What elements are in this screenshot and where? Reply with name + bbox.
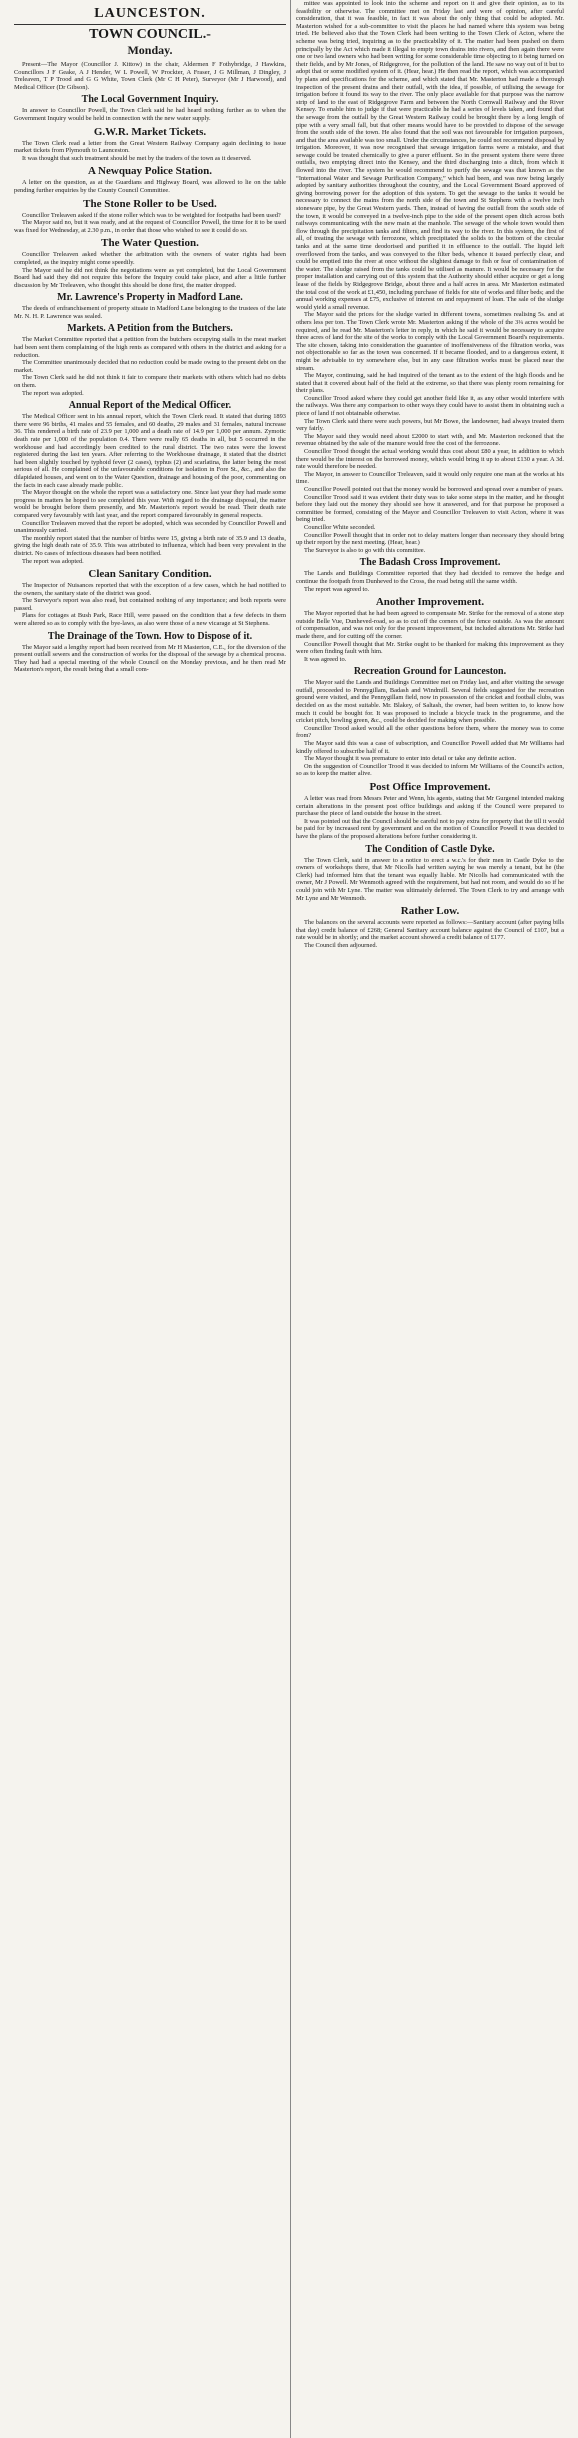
paragraph: The Inspector of Nuisances reported that with the exception of a few cases, which he had notified to the owners, the sanitary state of the district was good. — [14, 582, 286, 597]
paragraph: The Mayor reported that he had been agreed to compensate Mr. Strike for the removal of a stone step outside Belle Vue, Dunheved-road, so as to cut off the corners of the fence outside. As was the amount of compensation, and was not only for the present improvement, but included alterations Mr. Strike had made there, and for cutting off the corner. — [296, 610, 564, 640]
paragraph: The report was adopted. — [22, 389, 84, 397]
section-heading: The Water Question. — [101, 237, 199, 250]
paragraph: The Mayor, continuing, said he had inquired of the tenant as to the extent of the high floods and he stated that it covered about half of the field at the extreme, so that there was plenty room remaining for their plans. — [296, 372, 564, 395]
paragraph: It was pointed out that the Council should be careful not to pay extra for property that the till it would be paid for by increased rent by government and on the motion of Councillor Powell it was decided to have the plans of the proposed alterations before further considering it. — [296, 817, 564, 840]
paragraph: The Mayor said he did not think the negotiations were as yet completed, but the Local Government Board had said they did not require this before the Inquiry could take place, and after a little further discussion by Mr Treleaven, who thought this should be done first, the matter dropped. — [14, 266, 286, 289]
paragraph: The Committee unanimously decided that no reduction could be made owing to the present debt on the market. — [14, 359, 286, 374]
paragraph: The Surveyor's report was also read, but contained nothing of any importance; and both reports were passed. — [14, 597, 286, 612]
paragraph: The Mayor said they would need about £2000 to start with, and Mr. Masterton reckoned that the revenue obtained by the sale of the manure would free the cost of the ferrozone. — [296, 432, 564, 448]
paragraph: Councillor Powell pointed out that the money would be borrowed and spread over a number of years. — [304, 486, 564, 493]
paragraph: The Town Clerk said he did not think it fair to compare their markets with others which had no debts on them. — [14, 374, 286, 390]
paragraph: The Market Committee reported that a petition from the butchers occupying stalls in the meat market had been sent them complaining of the high rents as compared with others in the district and asking for a reduction. — [14, 336, 286, 359]
section-heading: Annual Report of the Medical Officer. — [68, 400, 232, 412]
masthead-day: Monday. — [127, 43, 173, 57]
section-heading: The Badash Cross Improvement. — [359, 557, 501, 569]
attendance-paragraph: Present—The Mayor (Councillor J. Kittow) in the chair, Aldermen F Fothybridge, J Hawkins, Councillors J F Geake, A J Hender, W L Powell, W Prockter, A Fraser, J G Millman, J Dingley, J Treleaven, T P Trood and G G White, Town Clerk (Mr C H Peter), Surveyor (Mr J Harwood), and Medical Officer (Dr Gibson). — [14, 61, 286, 91]
paragraph: The Surveyor is also to go with this committee. — [304, 546, 426, 554]
paragraph: It was thought that such treatment should be met by the traders of the town as it deserved. — [22, 154, 252, 162]
article-section — [14, 631, 286, 674]
paragraph: Councillor White seconded. — [304, 523, 376, 531]
section-heading: Markets. A Petition from the Butchers. — [67, 323, 233, 335]
article-section — [14, 94, 286, 122]
paragraph: Councillor Powell thought that in order not to delay matters longer than necessary they should bring up their report by the next meeting. (Hear, hear.) — [296, 531, 564, 547]
paragraph: The Mayor, in answer to Councillor Treleaven, said it would only require one man at the works at his time. — [296, 470, 564, 486]
left-column — [14, 0, 291, 2438]
paragraph: The Mayor thought it was premature to enter into detail or take any definite action. — [304, 755, 517, 763]
paragraph: Councillor Trood said it was evident their duty was to take some steps in the matter, and he thought before they laid out the money they should see how it answered, and for that purpose he proposed a committee be formed, consisting of the Mayor and Councillor Treleaven to visit Acton, where it was being tried. — [296, 493, 564, 524]
article-section — [296, 666, 564, 778]
article-section — [296, 557, 564, 593]
section-heading: Rather Low. — [400, 905, 460, 918]
paragraph: The Medical Officer sent in his annual report, which the Town Clerk read. It stated that during 1893 there were 96 births, 41 males and 55 females, and 60 deaths, 29 males and 31 females, natural increase 36. This rendered a birth rate of 23.9 per 1,000 and a death rate of 14.9 per 1,000 per annum. Zymotic death rate per 1,000 of the population 0.4. There were really 65 deaths in all, but 5 occurred in the workhouse and had accordingly been credited to the rural district. The two rates were the lowest registered during the last ten years. After referring to the Workhouse drainage, it stated that the district had been slightly touched by typhoid fever (2 cases), typhus (2) and scarlatina, the latter being the most serious of all. He complained of the unfavourable conditions for isolation in Fore St., &c., and also the dilapidated houses, and went on to the Water Question, drainage and housing of the poor, commenting on the facts in each case already made public. — [14, 413, 286, 489]
paragraph: The Mayor thought on the whole the report was a satisfactory one. Since last year they had made some progress in matters he hoped to see completed this year. With regard to the drainage disposal, the matter would be brought before them presently, and Mr. Masterton's report would be read. Their death rate compared very favourably with last year, and the report compared favourably in general respects. — [14, 489, 286, 519]
paragraph: The Mayor said this was a case of subscription, and Councillor Powell added that Mr Williams had kindly offered to subscribe half of it. — [296, 740, 564, 755]
paragraph: Councillor Treleaven asked whether the arbitration with the owners of water rights had been completed, as the inquiry might come speedily. — [14, 251, 286, 266]
article-section — [296, 844, 564, 903]
section-heading: Recreation Ground for Launceston. — [353, 666, 507, 678]
paragraph: The Town Clerk said there were such powers, but Mr Bowe, the landowner, had always treated them very fairly. — [296, 417, 564, 433]
paragraph: The report was adopted. — [22, 557, 84, 565]
article-section — [14, 165, 286, 194]
paragraph: Councillor Treleaven moved that the report be adopted, which was seconded by Councillor Powell and unanimously carried. — [14, 519, 286, 535]
paragraph: The Town Clerk, said in answer to a notice to erect a w.c.'s for their men in Castle Dyke to the owners of workshops there, that Mr Nicolls had written saying he was merely a tenant, but he (the Clerk) had informed him that the tenant was equally liable. Mr Nicolls had communicated with the owner, Mr J Powell. Mr Wenmoth agreed with the requirement, but had not room, and would do so if he could join with Mr Lyne. The matter was ultimately deferred. The Town Clerk to try and arrange with Mr Lyne and Mr Wenmoth. — [296, 856, 564, 902]
section-heading: G.W.R. Market Tickets. — [93, 125, 207, 138]
paragraph: The Mayor said the prices for the sludge varied in different towns, sometimes realising 5s. and at others less per ton. The Town Clerk wrote Mr. Masterton asking if the whole of the 3¼ acres would be required, and he read Mr. Masterton's letter in reply, in which he said it would be necessary to acquire three acres of land for the site of the works to comply with the Local Government Board's requirements. The site chosen, taking into consideration the guarantee of inoffensiveness of the filtration works, was not objectionable so far as the town was concerned. If it became flooded, and to a dangerous extent, it might be advisable to try somewhere else, but in any case filtration works must be placed near the stream. — [296, 311, 564, 372]
section-heading: The Local Government Inquiry. — [81, 94, 219, 106]
section-heading: Post Office Improvement. — [369, 781, 491, 793]
paragraph: A letter on the question, as at the Guardians and Highway Board, was allowed to lie on the table pending further enquiries by the County Council Committee. — [14, 179, 286, 194]
article-section — [14, 323, 286, 397]
paragraph: Councillor Treleaven asked if the stone roller which was to be weighted for footpaths had been used? — [22, 211, 281, 219]
right-column — [296, 0, 564, 2438]
article-section — [14, 292, 286, 320]
article-section — [296, 596, 564, 663]
paragraph: The Mayor said a lengthy report had been received from Mr H Masterton, C.E., for the diversion of the present outfall sewers and the construction of works for the disposal of the sewage by a chemical process. They had had a special meeting of the whole Council on the Monday previous, and he then read Mr Masterton's report, the result being that a small com- — [14, 643, 286, 674]
article-section — [14, 126, 286, 163]
left-sections — [14, 94, 286, 674]
article-section — [14, 568, 286, 628]
right-sections — [296, 0, 564, 950]
paragraph: The report was agreed to. — [304, 585, 370, 593]
paragraph: In answer to Councillor Powell, the Town Clerk said he had heard nothing further as to when the Government Inquiry would be held in connection with the new water supply. — [14, 107, 286, 122]
paragraph: The Town Clerk read a letter from the Great Western Railway Company again declining to issue market tickets from Plymouth to Launceston. — [14, 139, 286, 155]
masthead-subtitle: TOWN COUNCIL.- — [89, 27, 211, 42]
paragraph: The deeds of enfranchisement of property situate in Madford Lane belonging to the trustees of the late Mr. N. H. P. Lawrence was sealed. — [14, 305, 286, 320]
section-heading: The Stone Roller to be Used. — [83, 197, 217, 210]
paragraph: The Lands and Buildings Committee reported that they had decided to remove the hedge and continue the footpath from Dunheved to the Cross, the road being still the same width. — [296, 570, 564, 585]
paragraph: A letter was read from Messrs Peter and Wenn, his agents, stating that Mr Gurgenel intended making certain alterations in the present post office buildings and asking if the Council were prepared to purchase the piece of land outside the house in the street. — [296, 795, 564, 818]
paragraph: Councillor Trood thought the actual working would thus cost about £80 a year, in addition to which there would be the interest on the borrowed money, which would bring it up to about £130 a year. A 3d. rate would therefore be needed. — [296, 448, 564, 471]
article-section — [14, 198, 286, 235]
article-section — [14, 400, 286, 565]
section-heading: Another Improvement. — [375, 596, 485, 609]
paragraph: Councillor Trood asked would all the other questions before them, where the money was to come from? — [296, 724, 564, 740]
article-section — [14, 237, 286, 289]
article-section — [296, 0, 564, 554]
paragraph: The Mayor said no, but it was ready, and at the request of Councillor Powell, the time for it to be used was fixed for Wednesday, at 2.30 p.m., in order that those who wished to see it could do so. — [14, 219, 286, 234]
article-section — [296, 781, 564, 841]
paragraph: Councillor Trood asked where they could get another field like it, as any other would interfere with the railways. Was there any comparison to other ways they could have to assist them in obtaining such a piece of land if not obtainable otherwise. — [296, 394, 564, 418]
section-heading: Clean Sanitary Condition. — [88, 568, 212, 581]
section-heading: A Newquay Police Station. — [87, 165, 213, 178]
paragraph: mittee was appointed to look into the scheme and report on it and give their opinion, as to its feasibility or otherwise. The committee met on Friday last and were of opinion, after careful consideration, that it was feasible, in fact it was about the only thing that could be adopted. Mr. Masterton wished for a sub-committee to visit the places he had named where this system was being tried. He believed also that the Town Clerk had been writing to the Town Clerk of Acton, where the scheme was being tried, inquiring as to the practicability of it. The matter had been pushed on them principally by the Act which made it illegal to empty town drains into rivers, and then again there were one or two land owners who had been writing for some considerable time objecting to it being turned on their fields, and by Mr Jones, of Ridgegrove, for the pollution of the land. He saw no way out of it but to adopt that or some modified system of it. (Hear, hear.) He then read the report, which was accompanied by plans and specifications for the scheme, and which stated that Mr. Masterton had made a thorough inspection of the present drains and their outfall, with the idea, if possible, of utilising the sewage for irrigation before it found its way to the river. The only place available for that purpose was the narrow strip of land to the east of Ridgegrove Farm and between the North Cornwall Railway and the River Kensey. To enable him to judge if that were practicable he had a series of levels taken, and found that the sewage from the outfall by the Great Western Railway could be brought there by a long length of pipe with a very small fall, but that other means would have to be provided to dispose of the sewage from the south side of the town. He also found that the soil was not favourable for irrigation purposes, and that the area available was too small. Under the circumstances, he could not recommend disposal by irrigation. Moreover, it was now recognised that sewage irrigation farms were a mistake, and that sewage could be treated chemically to give a purer effluent. So in the present system there were three outfalls, two emptying direct into the Kensey, and the third discharging into a ditch, from which it flowed into the river. The system he would recommend to purify the sewage was that known as the “International Water and Sewage Purification Company,” which had been, and was now being largely adopted by sanitary authorities throughout the country, and the Local Government Board approved of giving borrowing power for the adoption of this system. To get the sewage to the tanks it would be necessary to connect the mains from the north side of the town and St Stephens with a twelve inch stoneware pipe, by the Great Western yards. Then, instead of having the outfall from the south side of the town, it would be conveyed in a twelve-inch pipe to the side of the present open ditch across both railways communicating with the new main at the manhole. The sewage of the whole town would then flow through the precipitation tanks and filters, and find its way to the river. In this system, the first of all, of treating the sewage with ferrozone, which precipitated the solids to the bottom of the circular tanks and at the same time deodorised and purified it in effluence to the outfall. The liquid left overflowed from the tanks, and was conveyed to the filter beds, whence it issued perfectly clear, and could be emptied into the river at once without the slightest damage to fish or fear of contamination of the water. The sludge raised from the tanks could be utilised as manure. It would be necessary for the proper installation and carrying out of this system that the Authority should either acquire or get a long lease of the fields by Ridgegrove Bridge, about three and a half acres in area. Mr Masterton estimated the total cost of the work at £1,450, including purchase of fields for site of works and filter beds; and the annual working expenses at £75, exclusive of interest on and repayment of loan. The sale of the sludge would yield a small revenue. — [296, 0, 564, 311]
paragraph: The balances on the several accounts were reported as follows:—Sanitary account (after paying bills that day) credit balance of £268; General Sanitary account balance against the Council of £107, but a rate would be in shortly; and the market account showed a credit balance of £177. — [296, 919, 564, 942]
paragraph: The Council then adjourned. — [304, 941, 378, 949]
paragraph: Plans for cottages at Bush Park, Race Hill, were passed on the condition that a few defects in them were altered so as to comply with the bye-laws, as also were those of a new vicarage at St Stephens. — [14, 612, 286, 628]
section-heading: The Drainage of the Town. How to Dispose of it. — [47, 630, 253, 642]
paragraph: On the suggestion of Councillor Trood it was decided to inform Mr Williams of the Council's action, so as to keep the matter alive. — [296, 762, 564, 778]
paragraph: The monthly report stated that the number of births were 15, giving a birth rate of 35.9 and 13 deaths, giving the high death rate of 35.9. This was attributed to influenza, which had been very prevalent in the district. No cases of infectious diseases had been notified. — [14, 534, 286, 557]
section-heading: Mr. Lawrence's Property in Madford Lane. — [57, 292, 243, 304]
article-section — [296, 905, 564, 949]
paragraph: Councillor Powell thought that Mr. Strike ought to be thanked for making this improvement as they were often finding fault with him. — [296, 640, 564, 656]
section-heading: The Condition of Castle Dyke. — [365, 843, 495, 855]
paragraph: It was agreed to. — [304, 655, 347, 663]
paragraph: The Mayor said the Lands and Buildings Committee met on Friday last, and after visiting the sewage outfall, proceeded to Pennygillam, Badash and Windmill. Several fields suggested for the recreation ground were visited, and the Pennygillam field, now in possession of the cricket and football clubs, was decided on as the most suitable. Mr. Blakey, of Saltash, the owner, had been written to, to know how much it could be bought for. It was proposed to include a bicycle track in the programme, and the cricket pitch, bowling green, &c., could be decided for making when possible. — [296, 679, 564, 725]
masthead-title: LAUNCESTON. — [14, 6, 286, 25]
